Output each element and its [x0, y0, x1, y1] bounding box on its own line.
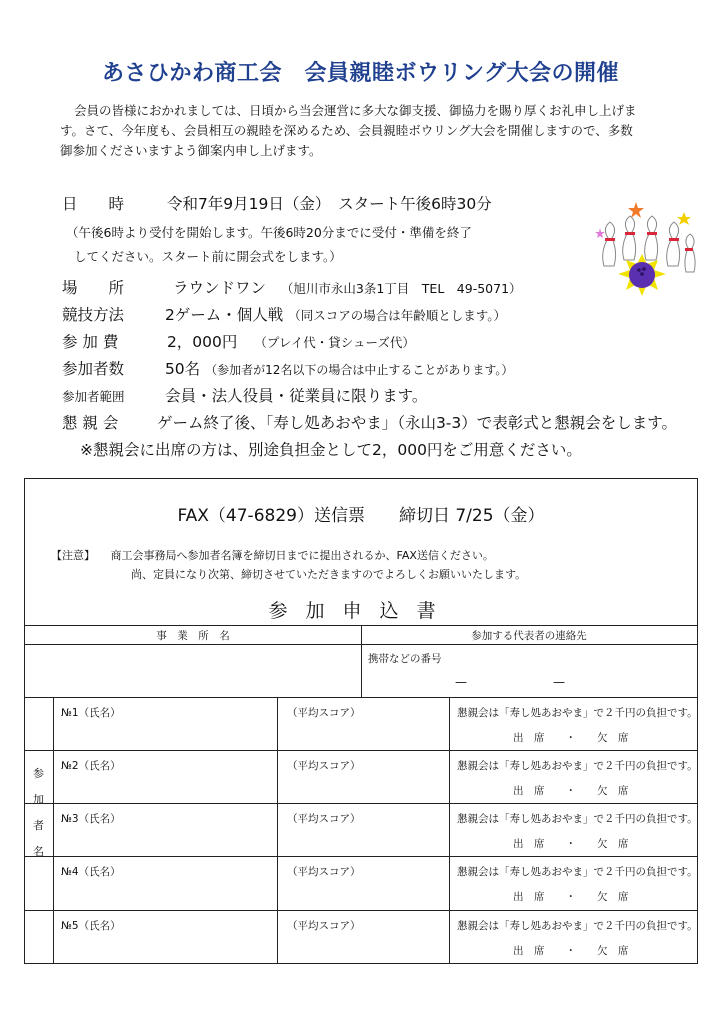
party-info: 懇親会は「寿し処あおやま」で２千円の負担です。	[457, 920, 698, 932]
party-row	[62, 411, 677, 433]
party-note: ※懇親会に出席の方は、別途負担金として2，000円をご用意ください。	[80, 441, 582, 459]
date-value: 令和7年9月19日（金） スタート午後6時30分	[166, 195, 492, 213]
divider	[277, 697, 278, 964]
attendance-choice[interactable]: 出 席 ・ 欠 席	[513, 891, 629, 903]
place-row	[62, 276, 522, 298]
place-label: 場 所	[62, 279, 125, 297]
party-info: 懇親会は「寿し処あおやま」で２千円の負担です。	[457, 760, 698, 772]
participant-name[interactable]: №5（氏名）	[61, 920, 121, 932]
fee-note: （プレイ代・貸シューズ代）	[254, 335, 415, 350]
office-name-field[interactable]	[27, 646, 359, 695]
method-row	[62, 303, 506, 325]
method-note: （同スコアの場合は年齢順とします。）	[288, 308, 507, 323]
attendance-choice[interactable]: 出 席 ・ 欠 席	[513, 732, 629, 744]
participant-name[interactable]: №2（氏名）	[61, 760, 121, 772]
side-label-char: 者	[33, 819, 44, 832]
participant-score[interactable]: （平均スコア）	[287, 813, 361, 825]
scope-row	[62, 384, 427, 406]
date-note: してください。スタート前に開会式をします。）	[74, 249, 342, 264]
scope-value: 会員・法人役員・従業員に限ります。	[165, 387, 428, 405]
party-info: 懇親会は「寿し処あおやま」で２千円の負担です。	[457, 813, 698, 825]
phone-dash: —	[455, 675, 467, 689]
count-note: （参加者が12名以下の場合は中止することがあります。）	[205, 363, 514, 377]
divider	[25, 803, 697, 804]
attendance-choice[interactable]: 出 席 ・ 欠 席	[513, 785, 629, 797]
participant-score[interactable]: （平均スコア）	[287, 920, 361, 932]
place-value: ラウンドワン	[172, 279, 266, 297]
method-label: 競技方法	[62, 306, 125, 324]
divider	[25, 910, 697, 911]
count-label: 参加者数	[62, 360, 125, 378]
participant-name[interactable]: №3（氏名）	[61, 813, 121, 825]
count-value: 50名	[164, 360, 201, 378]
participant-name[interactable]: №4（氏名）	[61, 866, 121, 878]
participant-name[interactable]: №1（氏名）	[61, 707, 121, 719]
page-title: あさひかわ商工会 会員親睦ボウリング大会の開催	[101, 61, 620, 86]
phone-dash: —	[553, 675, 565, 689]
form-title: 参加申込書	[268, 600, 454, 622]
date-note: （午後6時より受付を開始します。午後6時20分までに受付・準備を終了	[66, 225, 472, 240]
contact-header: 参加する代表者の連絡先	[471, 630, 587, 642]
scope-label: 参加者範囲	[62, 389, 125, 404]
divider	[53, 697, 54, 964]
method-value: 2ゲーム・個人戦	[164, 306, 284, 324]
date-label: 日 時	[62, 195, 125, 213]
place-note: （旭川市永山3条1丁目 TEL 49-5071）	[280, 281, 522, 296]
office-header: 事 業 所 名	[156, 630, 230, 642]
divider	[25, 750, 697, 751]
participant-score[interactable]: （平均スコア）	[287, 707, 361, 719]
date-row	[62, 192, 492, 214]
application-form	[24, 478, 698, 964]
intro-line: 御参加くださいますよう御案内申し上げます。	[60, 143, 322, 158]
divider	[25, 856, 697, 857]
fee-row	[62, 330, 415, 352]
fee-value: 2，000円	[166, 333, 238, 351]
bowling-pins-ball-icon	[590, 198, 700, 308]
participant-score[interactable]: （平均スコア）	[287, 760, 361, 772]
divider	[449, 697, 450, 964]
divider	[25, 697, 697, 698]
fee-label: 参 加 費	[62, 333, 119, 351]
caution-line: 尚、定員になり次第、締切させていただきますのでよろしくお願いいたします。	[131, 568, 527, 581]
party-info: 懇親会は「寿し処あおやま」で２千円の負担です。	[457, 707, 698, 719]
intro-line: す。さて、今年度も、会員相互の親睦を深めるため、会員親睦ボウリング大会を開催しますので、多数	[60, 123, 633, 138]
fax-title: FAX（47-6829）送信票 締切日 7/25（金）	[177, 506, 545, 526]
party-label: 懇 親 会	[62, 414, 119, 432]
party-info: 懇親会は「寿し処あおやま」で２千円の負担です。	[457, 866, 698, 878]
participant-score[interactable]: （平均スコア）	[287, 866, 361, 878]
intro-paragraph	[60, 101, 690, 161]
caution-note	[51, 546, 526, 584]
side-label-char: 参	[33, 767, 44, 780]
caution-label: 【注意】	[51, 549, 95, 562]
attendance-choice[interactable]: 出 席 ・ 欠 席	[513, 945, 629, 957]
intro-line: 会員の皆様におかれましては、日頃から当会運営に多大な御支援、御協力を賜り厚くお礼申し上げま	[74, 103, 637, 118]
caution-line: 商工会事務局へ参加者名簿を締切日までに提出されるか、FAX送信ください。	[110, 549, 494, 562]
side-label-char: 名	[33, 845, 44, 858]
party-value: ゲーム終了後、「寿し処あおやま」（永山3-3）で表彰式と懇親会をします。	[156, 414, 678, 432]
phone-label: 携帯などの番号	[368, 653, 442, 665]
count-row	[62, 357, 513, 379]
side-label	[33, 761, 44, 865]
side-label-char: 加	[33, 793, 44, 806]
attendance-choice[interactable]: 出 席 ・ 欠 席	[513, 838, 629, 850]
